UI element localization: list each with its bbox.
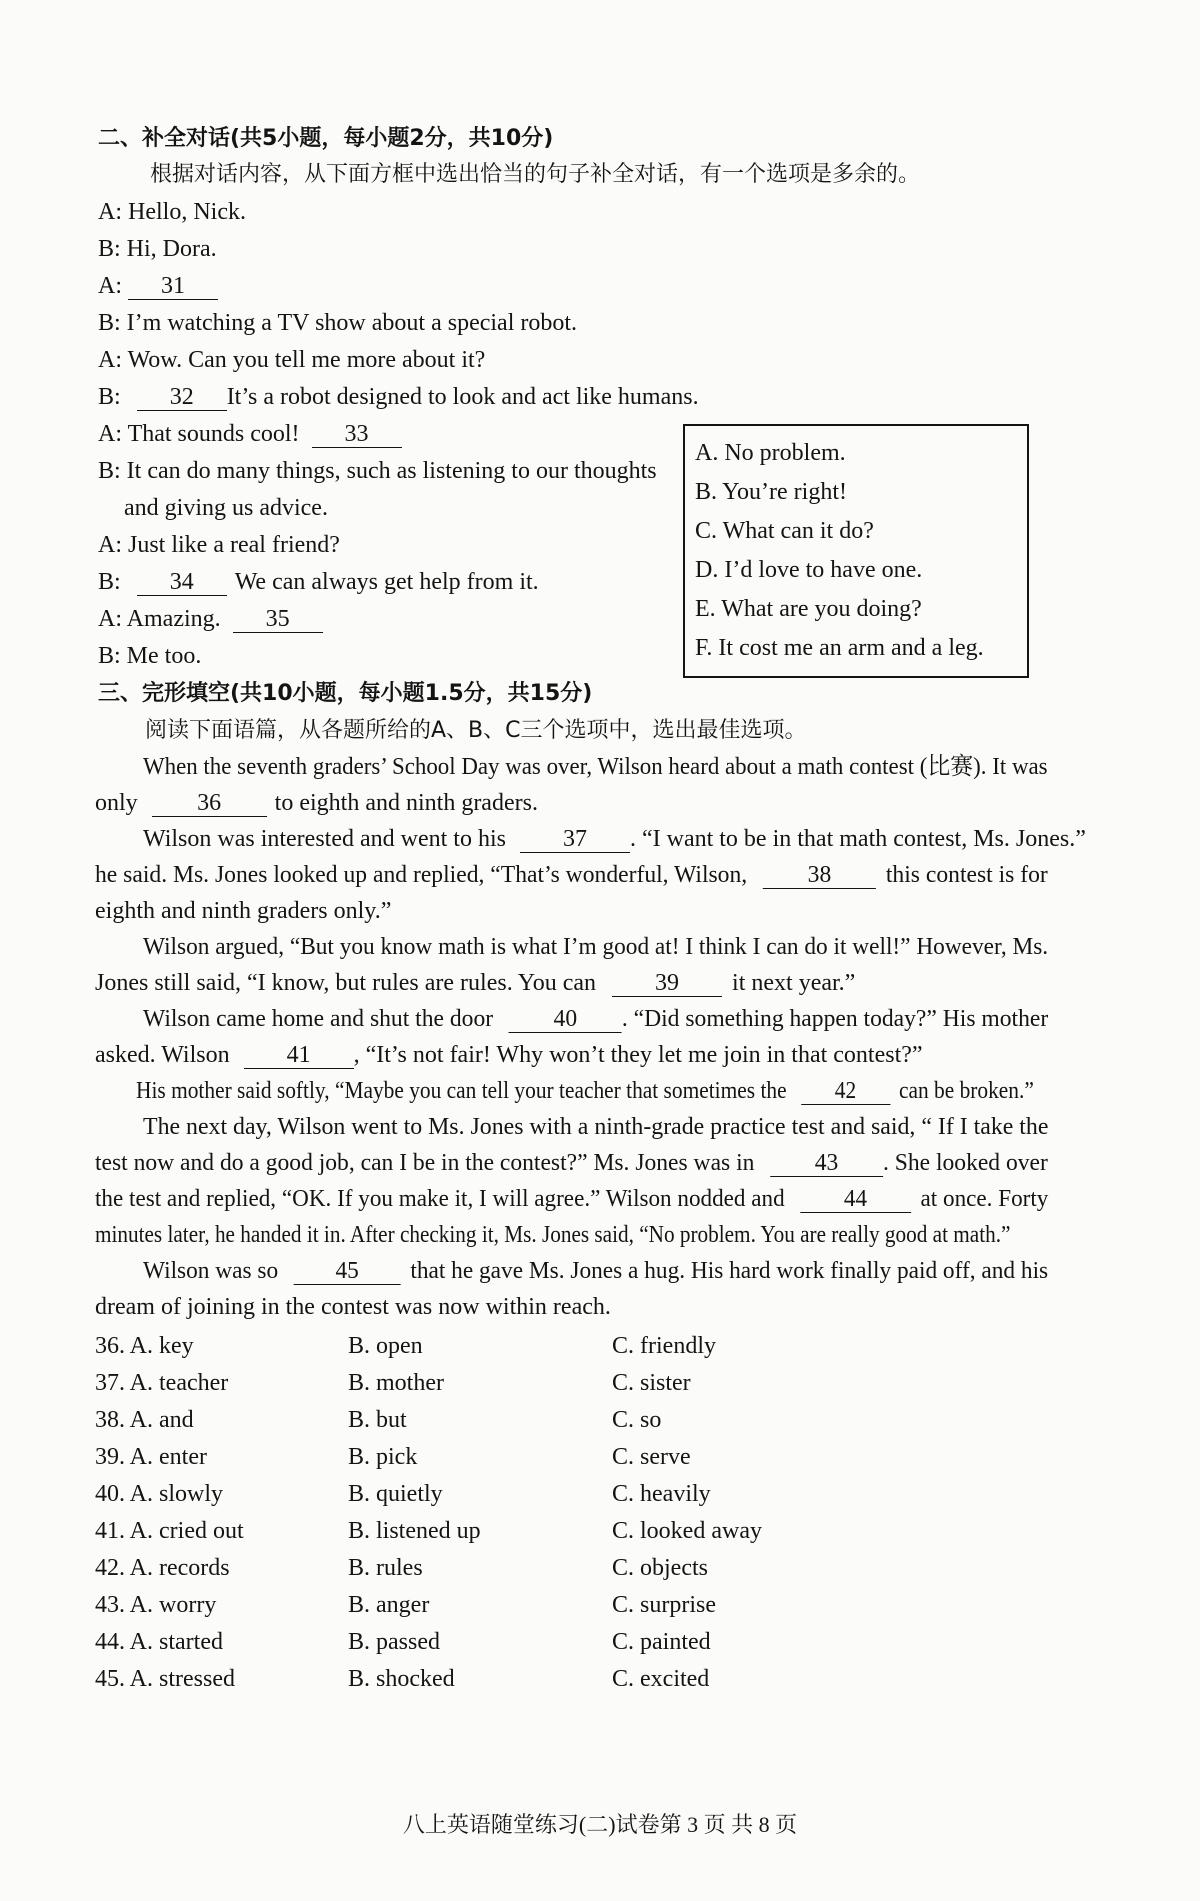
passage-line [95, 1184, 1048, 1214]
choice-44-c[interactable]: C. painted [612, 1629, 711, 1655]
blank-41[interactable]: 41 [244, 1042, 354, 1069]
choice-40-a[interactable]: 40. A. slowly [95, 1481, 224, 1507]
option-e: E. What are you doing? [695, 596, 922, 622]
choice-42-c[interactable]: C. objects [612, 1555, 708, 1581]
section-three-heading: 三、完形填空(共10小题，每小题1.5分，共15分) [98, 681, 593, 706]
blank-44[interactable]: 44 [800, 1186, 911, 1213]
blank-38[interactable]: 38 [763, 862, 876, 889]
dialogue-text: A: Amazing. [98, 606, 221, 632]
blank-33[interactable]: 33 [312, 421, 402, 448]
dialogue-line-1: A: Hello, Nick. [98, 199, 246, 225]
page-footer: 八上英语随堂练习(二)试卷第 3 页 共 8 页 [402, 1812, 798, 1837]
choice-38-a[interactable]: 38. A. and [95, 1407, 194, 1433]
passage-text: this contest is for [885, 862, 1048, 888]
choice-39-c[interactable]: C. serve [612, 1444, 691, 1470]
passage-line: dream of joining in the contest was now within reach. [95, 1294, 611, 1320]
passage-line: When the seventh graders’ School Day was over, Wilson heard about a math contest (比赛). It was [143, 754, 1048, 780]
dialogue-text: We can always get help from it. [234, 569, 539, 595]
speaker-label: B: [98, 569, 121, 595]
blank-35[interactable]: 35 [233, 606, 323, 633]
dialogue-text: A: That sounds cool! [98, 421, 300, 447]
dialogue-line-2: B: Hi, Dora. [98, 236, 217, 262]
dialogue-line-9: and giving us advice. [124, 495, 328, 521]
blank-43[interactable]: 43 [770, 1150, 883, 1177]
option-b: B. You’re right! [695, 479, 848, 505]
choice-43-c[interactable]: C. surprise [612, 1592, 716, 1618]
choice-40-b[interactable]: B. quietly [348, 1481, 443, 1507]
blank-34[interactable]: 34 [137, 569, 227, 596]
passage-text: His mother said softly, “Maybe you can tell your teacher that sometimes the [136, 1078, 787, 1104]
choice-41-c[interactable]: C. looked away [612, 1518, 762, 1544]
choice-36-b[interactable]: B. open [348, 1333, 423, 1359]
blank-40[interactable]: 40 [509, 1006, 622, 1033]
passage-text: at once. Forty [920, 1186, 1049, 1212]
passage-text: it next year.” [732, 970, 856, 996]
passage-text: the test and replied, “OK. If you make it, I will agree.” Wilson nodded and [95, 1186, 785, 1212]
passage-line [143, 1004, 1048, 1034]
blank-36[interactable]: 36 [152, 790, 267, 817]
choice-43-b[interactable]: B. anger [348, 1592, 430, 1618]
choice-45-b[interactable]: B. shocked [348, 1666, 455, 1692]
blank-32[interactable]: 32 [137, 384, 227, 411]
passage-text: . She looked over [882, 1150, 1048, 1176]
dialogue-line-12 [98, 604, 323, 634]
blank-42[interactable]: 42 [801, 1078, 890, 1105]
option-a: A. No problem. [695, 440, 846, 466]
choice-42-a[interactable]: 42. A. records [95, 1555, 230, 1581]
dialogue-line-6 [98, 382, 699, 412]
choice-45-a[interactable]: 45. A. stressed [95, 1666, 235, 1692]
passage-line [95, 788, 538, 818]
passage-text: only [95, 790, 138, 816]
options-box [683, 424, 1029, 678]
choice-42-b[interactable]: B. rules [348, 1555, 423, 1581]
passage-text: he said. Ms. Jones looked up and replied, “That’s wonderful, Wilson, [95, 862, 748, 888]
dialogue-line-13: B: Me too. [98, 643, 202, 669]
section-two-heading: 二、补全对话(共5小题，每小题2分，共10分) [98, 126, 554, 151]
choice-39-b[interactable]: B. pick [348, 1444, 418, 1470]
passage-line [143, 824, 1086, 854]
passage-line [136, 1076, 1034, 1106]
passage-text: asked. Wilson [95, 1042, 230, 1068]
passage-text: Wilson was interested and went to his [143, 826, 506, 852]
passage-line: minutes later, he handed it in. After checking it, Ms. Jones said, “No problem. You are really good at math.” [95, 1222, 1011, 1248]
choice-45-c[interactable]: C. excited [612, 1666, 710, 1692]
passage-text: . “I want to be in that math contest, Ms. Jones.” [629, 826, 1086, 852]
choice-41-a[interactable]: 41. A. cried out [95, 1518, 244, 1544]
dialogue-line-7 [98, 419, 402, 449]
passage-line [95, 860, 1048, 890]
speaker-label: B: [98, 384, 121, 410]
option-d: D. I’d love to have one. [695, 557, 923, 583]
choice-36-a[interactable]: 36. A. key [95, 1333, 194, 1359]
passage-text: , “It’s not fair! Why won’t they let me join in that contest?” [353, 1042, 923, 1068]
section-three-instruction: 阅读下面语篇，从各题所给的A、B、C三个选项中，选出最佳选项。 [145, 718, 807, 743]
choice-38-c[interactable]: C. so [612, 1407, 662, 1433]
passage-line [95, 1148, 1048, 1178]
dialogue-line-3 [98, 271, 218, 301]
option-f: F. It cost me an arm and a leg. [695, 635, 984, 661]
dialogue-line-11 [98, 567, 539, 597]
passage-text: that he gave Ms. Jones a hug. His hard work finally paid off, and his [410, 1258, 1049, 1284]
dialogue-line-4: B: I’m watching a TV show about a special robot. [98, 310, 578, 336]
choice-36-c[interactable]: C. friendly [612, 1333, 716, 1359]
blank-39[interactable]: 39 [612, 970, 722, 997]
passage-line [95, 1040, 923, 1070]
dialogue-line-8: B: It can do many things, such as listening to our thoughts [98, 458, 657, 484]
passage-line: The next day, Wilson went to Ms. Jones with a ninth-grade practice test and said, “ If I take the [143, 1114, 1049, 1140]
section-two-instruction: 根据对话内容，从下面方框中选出恰当的句子补全对话，有一个选项是多余的。 [150, 162, 921, 187]
dialogue-line-5: A: Wow. Can you tell me more about it? [98, 347, 486, 373]
dialogue-line-10: A: Just like a real friend? [98, 532, 340, 558]
speaker-label: A: [98, 273, 122, 299]
choice-40-c[interactable]: C. heavily [612, 1481, 711, 1507]
passage-text: Jones still said, “I know, but rules are rules. You can [95, 970, 597, 996]
choice-38-b[interactable]: B. but [348, 1407, 407, 1433]
passage-text: test now and do a good job, can I be in the contest?” Ms. Jones was in [95, 1150, 755, 1176]
choice-44-a[interactable]: 44. A. started [95, 1629, 223, 1655]
passage-text: Wilson was so [143, 1258, 279, 1284]
choice-44-b[interactable]: B. passed [348, 1629, 440, 1655]
passage-text: Wilson came home and shut the door [143, 1006, 494, 1032]
passage-line: Wilson argued, “But you know math is what I’m good at! I think I can do it well!” However, Ms. [143, 934, 1049, 960]
passage-line: eighth and ninth graders only.” [95, 898, 392, 924]
blank-37[interactable]: 37 [520, 826, 630, 853]
blank-31[interactable]: 31 [128, 273, 218, 300]
blank-45[interactable]: 45 [294, 1258, 401, 1285]
passage-text: can be broken.” [898, 1078, 1034, 1104]
passage-line [143, 1256, 1048, 1286]
passage-text: to eighth and ninth graders. [274, 790, 538, 816]
dialogue-text: It’s a robot designed to look and act like humans. [226, 384, 699, 410]
choice-37-c[interactable]: C. sister [612, 1370, 691, 1396]
option-c: C. What can it do? [695, 518, 874, 544]
choice-43-a[interactable]: 43. A. worry [95, 1592, 217, 1618]
choice-41-b[interactable]: B. listened up [348, 1518, 481, 1544]
choice-37-a[interactable]: 37. A. teacher [95, 1370, 229, 1396]
choice-37-b[interactable]: B. mother [348, 1370, 444, 1396]
passage-line [95, 968, 855, 998]
passage-text: . “Did something happen today?” His mother [621, 1006, 1049, 1032]
choice-39-a[interactable]: 39. A. enter [95, 1444, 207, 1470]
